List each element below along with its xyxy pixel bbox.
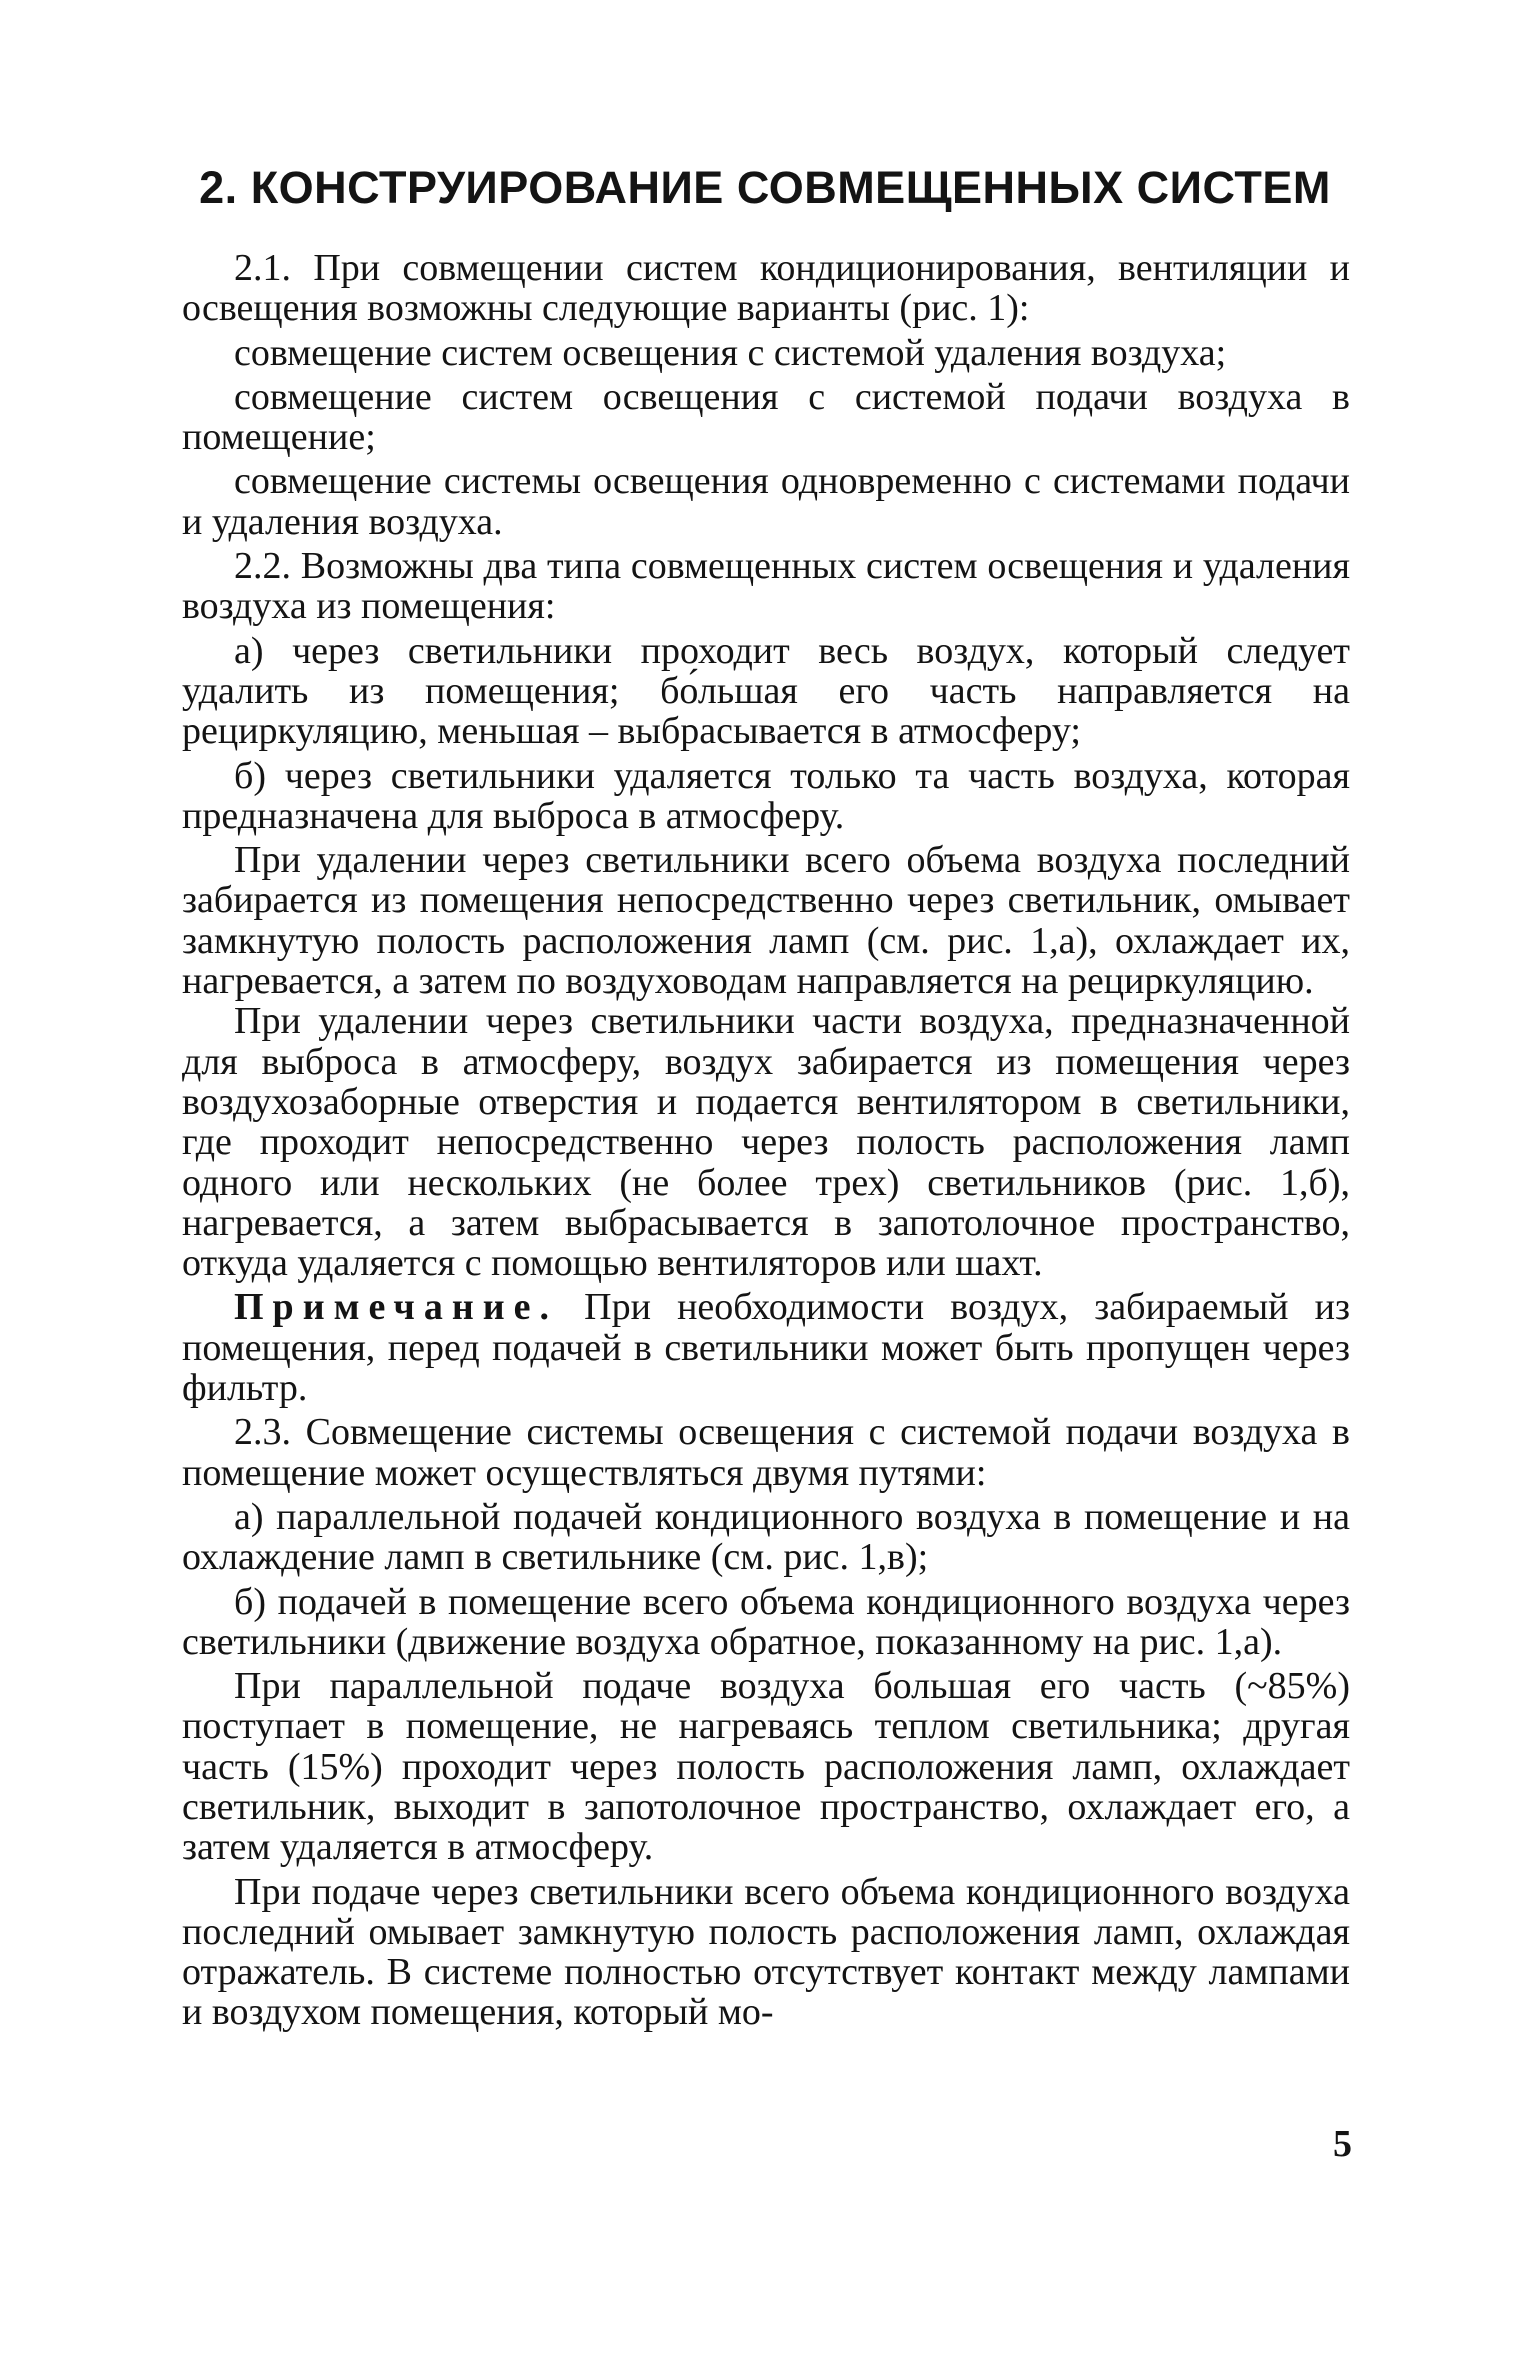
document-body (182, 248, 1350, 2037)
page-number: 5 (1333, 2123, 1352, 2165)
list-item-variant-2: совмещение систем освещения с системой подачи воздуха в помещение; (182, 375, 1350, 459)
paragraph-full-supply: При подаче через светильники всего объема кондиционного воздуха последний омывает замкнутую полость расположения ламп, охлаждая отражатель. В системе полностью отсутствует контакт между лампами и воздухом помещения, который мо- (182, 1870, 1350, 2034)
section-title: 2. КОНСТРУИРОВАНИЕ СОВМЕЩЕННЫХ СИСТЕМ (199, 162, 1331, 213)
note-text: При необходимости воздух, забираемый из помещения, перед подачей в светильники может быть пропущен через фильтр. (182, 1286, 1350, 1410)
note-label: Примечание. (234, 1286, 558, 1329)
list-item-type-b: б) через светильники удаляется только та часть воздуха, которая предназначена для выброса в атмосферу. (182, 754, 1350, 837)
list-item-type-a: а) через светильники проходит весь воздух, который следует удалить из помещения; бо́льшая его часть направляется на рециркуляцию, меньшая – выбрасывается в атмосферу; (182, 629, 1350, 753)
paragraph-2-1: 2.1. При совмещении систем кондиционирования, вентиляции и освещения возможны следующие варианты (рис. 1): (182, 247, 1350, 330)
paragraph-parallel-supply: При параллельной подаче воздуха большая его часть (~85%) поступает в помещение, не нагреваясь теплом светильника; другая часть (15%) проходит через полость расположения ламп, охлаждает светильник, выходит в запотолочное пространство, охлаждает его, а затем удаляется в атмосферу. (182, 1665, 1350, 1869)
list-item-variant-1: совмещение систем освещения с системой удаления воздуха; (234, 331, 1227, 374)
paragraph-full-volume-removal: При удалении через светильники всего объема воздуха последний забирается из помещения непосредственно через светильник, омывает замкнутую полость расположения ламп (см. рис. 1,а), охлаждает их, нагревается, а затем по воздуховодам направляется на рециркуляцию. (182, 839, 1350, 1003)
list-item-variant-3: совмещение системы освещения одновременно с системами подачи и удаления воздуха. (182, 460, 1350, 543)
paragraph-2-2: 2.2. Возможны два типа совмещенных систем освещения и удаления воздуха из помещения: (182, 545, 1350, 628)
note-paragraph (182, 1287, 1350, 1408)
list-item-supply-b: б) подачей в помещение всего объема кондиционного воздуха через светильники (движение воздуха обратное, показанному на рис. 1,а). (182, 1580, 1350, 1663)
paragraph-2-3: 2.3. Совмещение системы освещения с системой подачи воздуха в помещение может осуществляться двумя путями: (182, 1411, 1350, 1494)
list-item-supply-a: а) параллельной подачей кондиционного воздуха в помещение и на охлаждение ламп в светильнике (см. рис. 1,в); (182, 1495, 1350, 1579)
paragraph-partial-removal: При удалении через светильники части воздуха, предназначенной для выброса в атмосферу, воздух забирается из помещения через воздухозаборные отверстия и подается вентилятором в светильники, где проходит непосредственно через полость расположения ламп одного или нескольких (не более трех) светильников (рис. 1,б), нагревается, а затем выбрасывается в запотолочное пространство, откуда удаляется с помощью вентиляторов или шахт. (182, 1000, 1350, 1285)
